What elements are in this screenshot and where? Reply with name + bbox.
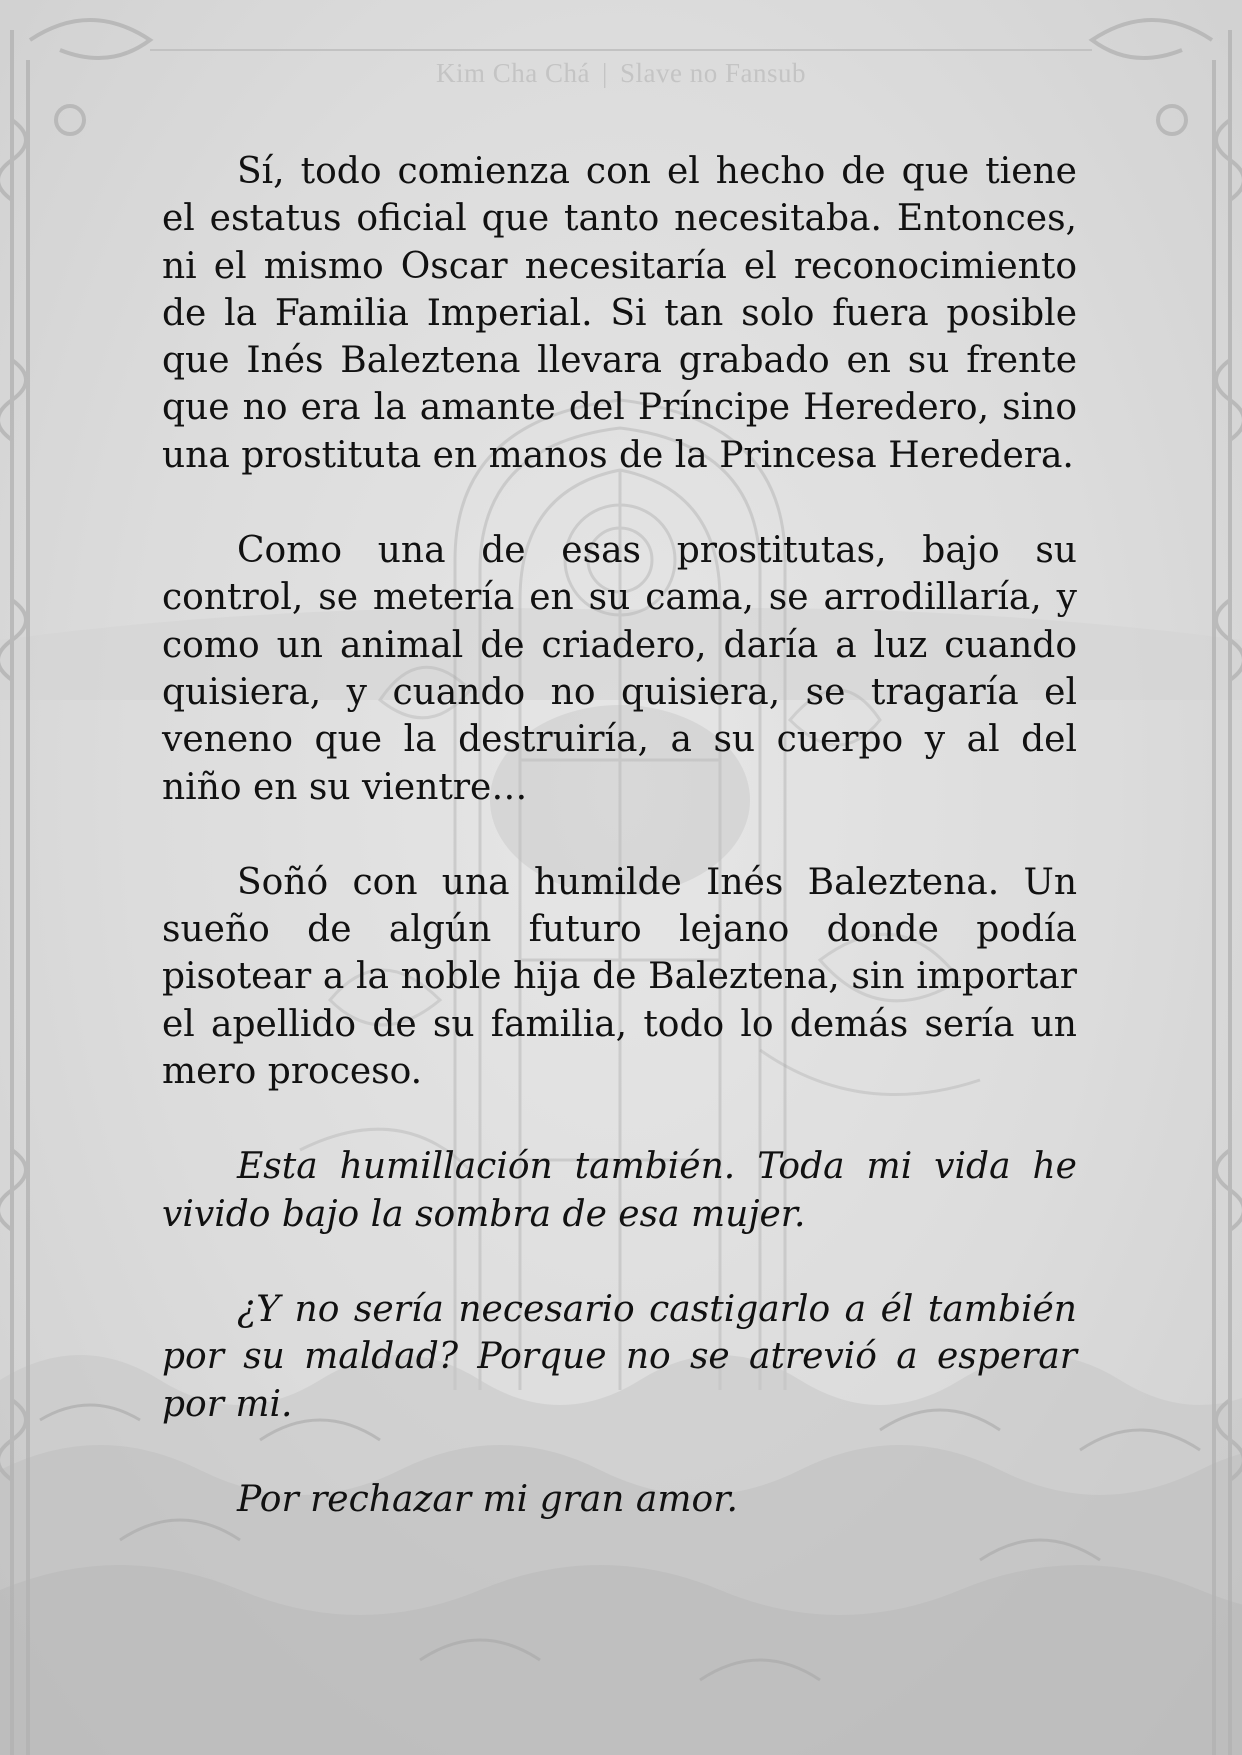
paragraph-4-italic: Esta humillación también. Toda mi vida he vivido bajo la sombra de esa mujer. — [162, 1146, 1077, 1235]
paragraph-2: Como una de esas prostitutas, bajo su control, se metería en su cama, se arrodillaría, y como un animal de criadero, daría a luz cuando quisiera, y cuando no quisiera, se tragaría el veneno que la destruiría, a su cuerpo y al del niño en su vientre… — [162, 530, 1077, 808]
document-body — [162, 148, 1077, 1571]
header-left-text: Kim Cha Chá — [436, 58, 591, 88]
paragraph-5-italic: ¿Y no sería necesario castigarlo a él también por su maldad? Porque no se atrevió a esperar por mi. — [162, 1288, 1077, 1425]
paragraph-6-italic: Por rechazar mi gran amor. — [237, 1478, 738, 1520]
paragraph-1: Sí, todo comienza con el hecho de que tiene el estatus oficial que tanto necesitaba. Entonces, ni el mismo Oscar necesitaría el reconocimiento de la Familia Imperial. Si tan solo fuera posible que Inés Baleztena llevara grabado en su frente que no era la amante del Príncipe Heredero, sino una prostituta en manos de la Princesa Heredera. — [162, 151, 1077, 476]
header-separator: | — [602, 58, 608, 88]
paragraph-3: Soñó con una humilde Inés Baleztena. Un sueño de algún futuro lejano donde podía pisotear a la noble hija de Baleztena, sin importar el apellido de su familia, todo lo demás sería un mero proceso. — [162, 861, 1077, 1093]
header-right-text: Slave no Fansub — [619, 58, 806, 88]
page-header — [0, 58, 1242, 89]
